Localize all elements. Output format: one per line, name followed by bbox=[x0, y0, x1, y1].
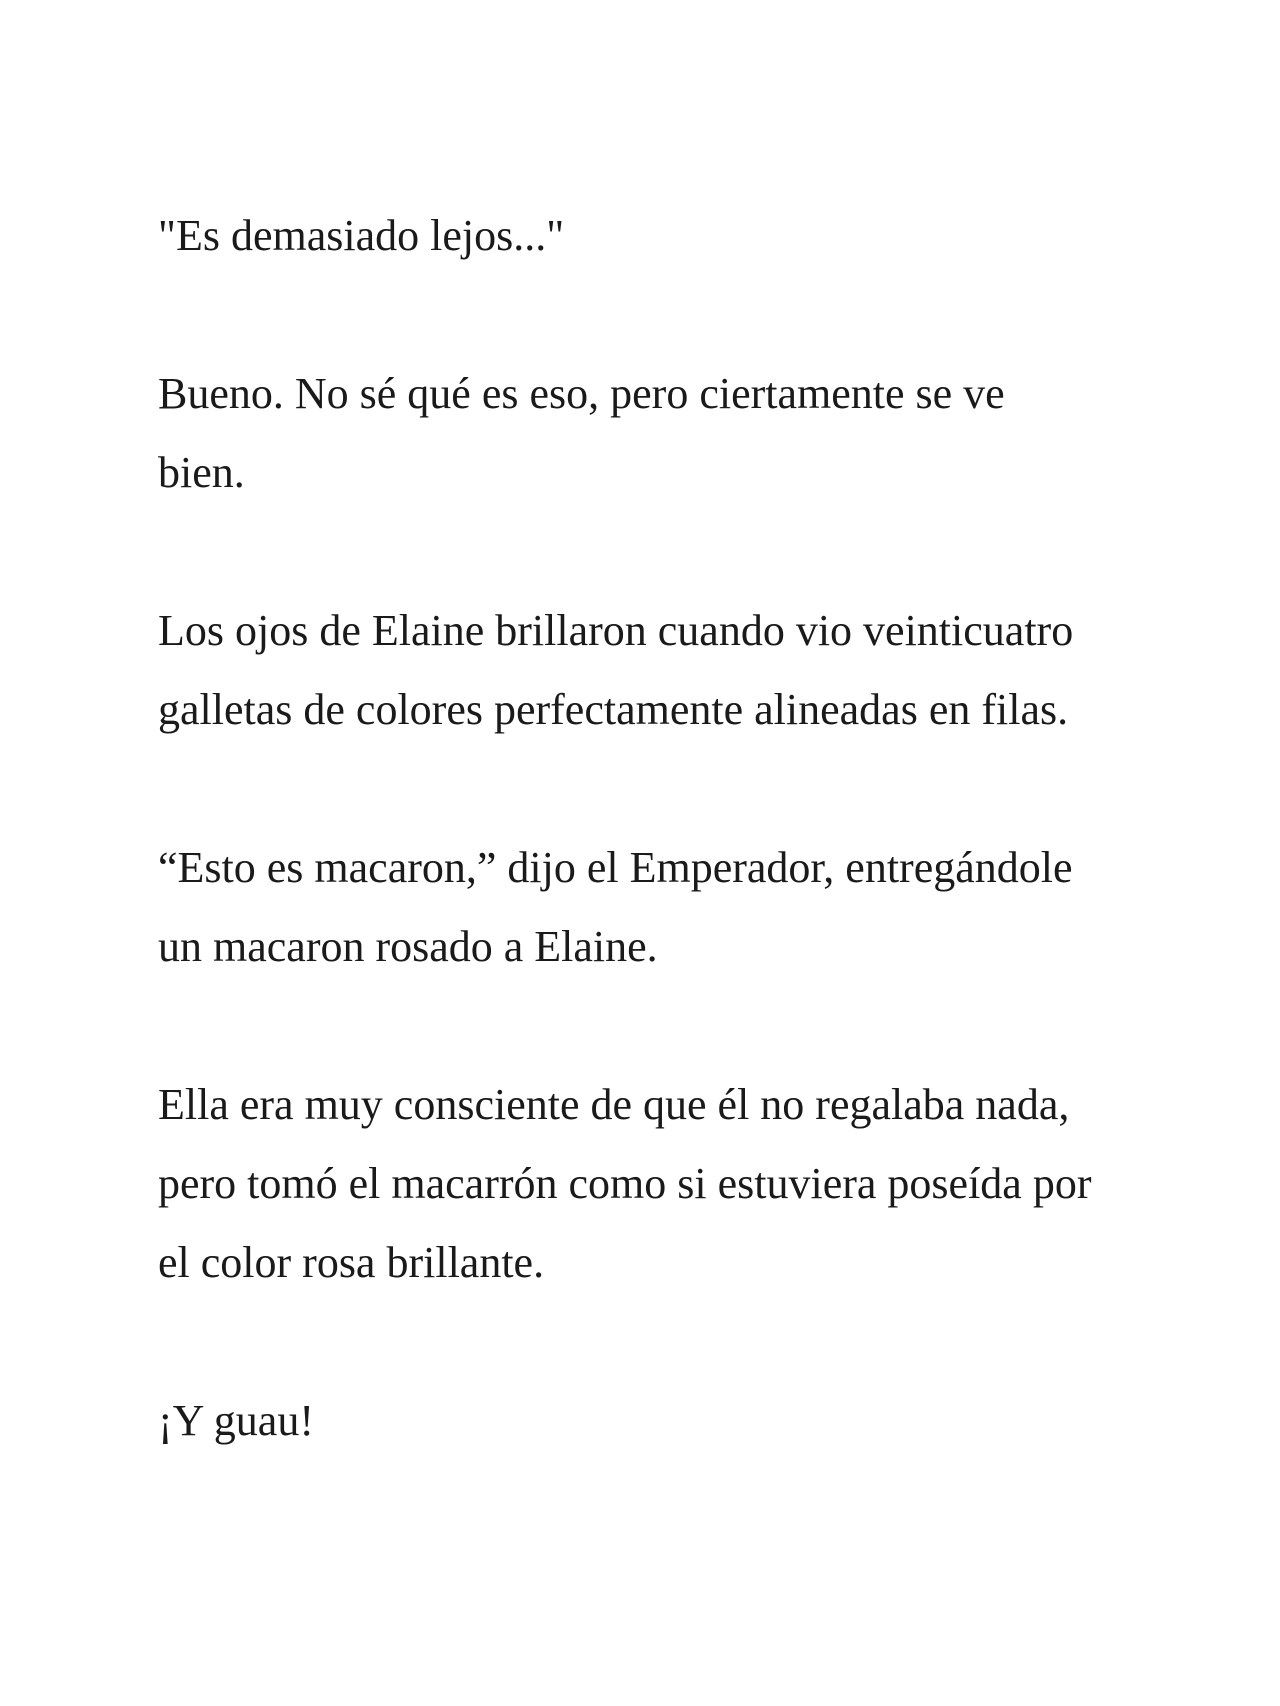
paragraph: Los ojos de Elaine brillaron cuando vio veinticuatro galletas de colores perfectamente alineadas en filas. bbox=[158, 606, 1074, 734]
paragraph: ¡Y guau! bbox=[158, 1396, 314, 1445]
paragraph: “Esto es macaron,” dijo el Emperador, entregándole un macaron rosado a Elaine. bbox=[158, 843, 1073, 971]
paragraph: Bueno. No sé qué es eso, pero ciertamente se ve bien. bbox=[158, 369, 1005, 497]
paragraph: "Es demasiado lejos..." bbox=[158, 211, 565, 260]
paragraph: Ella era muy consciente de que él no regalaba nada, pero tomó el macarrón como si estuviera poseída por el color rosa brillante. bbox=[158, 1080, 1092, 1287]
